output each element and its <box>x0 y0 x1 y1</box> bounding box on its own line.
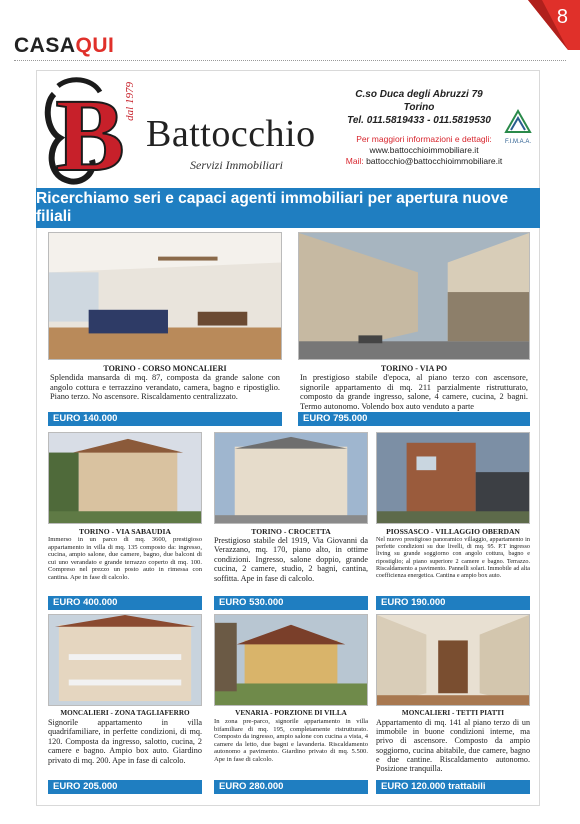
phone[interactable]: Tel. 011.5819433 - 011.5819530 <box>347 115 491 126</box>
listing-card[interactable] <box>48 432 202 610</box>
listing-description: Nel nuovo prestigioso panoramico villaggio, appartamento in perfette condizioni su due livelli, di mq. 95. P.T ingresso living su grande soggiorno con angolo cottura, bagno e ripostiglio; al piano superiore 2 camere e bagno. Terrazzo. Riscaldamento a pavimento. Pannelli solari. Immobile ad alta coefficienza energetica. Cantina e ampio box auto. <box>376 536 530 580</box>
listing-photo <box>376 614 530 706</box>
listing-card[interactable] <box>214 614 368 794</box>
villa-garden-photo-icon <box>215 615 367 705</box>
listing-price: EURO 795.000 <box>298 412 530 426</box>
monogram-logo-icon <box>40 74 136 186</box>
listing-photo <box>376 432 530 524</box>
listing-card[interactable] <box>298 232 530 428</box>
section-title <box>14 34 114 58</box>
listing-photo <box>214 614 368 706</box>
listing-title: TORINO - VIA PO <box>380 364 448 373</box>
listing-description: Signorile appartamento in villa quadrifamiliare, in perfette condizioni, di mq. 120. Composta da ingresso, salotto, cucina, 2 camere e bagno. Ampio box auto. Giardino privato di mq. 200. Ape in fase di calcolo. <box>48 718 202 765</box>
brand-name: Battocchio <box>146 113 316 155</box>
contact-details <box>344 134 504 167</box>
listing-price: EURO 530.000 <box>214 596 368 610</box>
listing-description: Splendida mansarda di mq. 87, composta da grande salone con angolo cottura e terrazzino verandato, camera, bagno e ripostiglio. Piano terzo. No ascensore. Riscaldamento centralizzato. <box>50 373 280 402</box>
website-link[interactable]: www.battocchioimmobiliare.it <box>369 145 479 155</box>
fimaa-emblem-icon <box>503 108 533 134</box>
contact-block <box>344 88 494 127</box>
brand-tagline: Servizi Immobiliari <box>190 158 283 172</box>
fimaa-logo <box>500 108 536 145</box>
fimaa-label: F.I.M.A.A. <box>504 139 531 145</box>
listing-card[interactable] <box>376 432 530 610</box>
mail-label: Mail: <box>345 156 364 166</box>
listing-photo <box>48 232 282 360</box>
listing-card[interactable] <box>48 232 282 428</box>
page-number-tab <box>510 0 580 50</box>
listing-title: TORINO - CROCETTA <box>251 527 331 536</box>
listing-card[interactable] <box>48 614 202 794</box>
listing-card[interactable] <box>376 614 530 794</box>
listing-photo <box>48 432 202 524</box>
listing-description: Prestigioso stabile del 1919, Via Giovanni da Verazzano, mq. 170, piano alto, in ottime condizioni. Ingresso, salone doppio, grande cucina, 2 camere, studio, 2 bagni, cantina, soffitta. Ape in fase di calcolo. <box>214 536 368 583</box>
info-label: Per maggiori informazioni e dettagli: <box>356 134 492 144</box>
mail-link[interactable]: battocchio@battocchioimmobiliare.it <box>366 156 503 166</box>
city: Torino <box>403 102 435 113</box>
page-number: 8 <box>556 6 568 28</box>
since-year: dal 1979 <box>124 82 136 121</box>
agency-logo <box>40 74 340 186</box>
listing-photo <box>214 432 368 524</box>
listing-title: PIOSSASCO - VILLAGGIO OBERDAN <box>386 527 520 536</box>
listing-price: EURO 400.000 <box>48 596 202 610</box>
listing-card[interactable] <box>214 432 368 610</box>
listing-title: VENARIA - PORZIONE DI VILLA <box>235 709 347 717</box>
section-title-part2: QUI <box>75 34 115 57</box>
villa-photo-icon <box>49 433 201 523</box>
balcony-house-photo-icon <box>49 615 201 705</box>
page-corner-shape <box>510 0 580 50</box>
monogram-letter: B <box>55 78 125 186</box>
listing-photo <box>298 232 530 360</box>
listing-title: MONCALIERI - TETTI PIATTI <box>401 709 505 717</box>
listing-title: TORINO - VIA SABAUDIA <box>79 527 171 536</box>
listing-price: EURO 140.000 <box>48 412 282 426</box>
listing-price: EURO 280.000 <box>214 780 368 794</box>
listing-price: EURO 205.000 <box>48 780 202 794</box>
listing-description: In zona pre-parco, signorile appartamento in villa bifamiliare di mq. 195, completamente ristrutturato. Composto da ingresso, ampio salone con cucina a vista, 4 camere da letto, due bagni e lavanderia. Riscaldamento autonomo a pavimento. Giardino privato di mq. 5.500. Ape in fase di calcolo. <box>214 718 368 763</box>
listing-title: TORINO - CORSO MONCALIERI <box>103 364 227 373</box>
listing-description: In prestigioso stabile d'epoca, al piano terzo con ascensore, signorile appartamento di mq. 211 parzialmente ristrutturato, composto da grande ingresso, salone, 4 camere, cucina, 2 bagni. Termo autonomo. Volendo box auto venduto a parte <box>300 373 528 411</box>
hallway-photo-icon <box>377 615 529 705</box>
historic-building-photo-icon <box>215 433 367 523</box>
recruiting-banner: Ricerchiamo seri e capaci agenti immobiliari per apertura nuove filiali <box>36 188 540 228</box>
section-title-part1: CASA <box>14 34 76 57</box>
street-arcade-photo-icon <box>299 233 529 359</box>
listing-price: EURO 120.000 trattabili <box>376 780 530 794</box>
address: C.so Duca degli Abruzzi 79 <box>355 89 483 100</box>
listing-price: EURO 190.000 <box>376 596 530 610</box>
listing-photo <box>48 614 202 706</box>
modern-house-photo-icon <box>377 433 529 523</box>
header-divider <box>14 60 566 61</box>
listing-description: Immerso in un parco di mq. 3600, prestigioso appartamento in villa di mq. 135 composto da: ingresso, cucina, ampio salone, due camere, bagno, due balconi di cui uno verandato e grande terrazzo coperto di mq. 100. Compreso nel prezzo un posto auto in rimessa con cantina. Ape in fase di calcolo. <box>48 536 202 581</box>
listing-description: Appartamento di mq. 141 al piano terzo di un immobile in buone condizioni interne, ma privo di ascensore. Composto da ampio soggiorno, cucina abitabile, due camere, bagno e due cantine. Riscaldamento autonomo. Posizione tranquilla. <box>376 718 530 774</box>
living-room-photo-icon <box>49 233 281 359</box>
listing-title: MONCALIERI - ZONA TAGLIAFERRO <box>60 709 190 717</box>
